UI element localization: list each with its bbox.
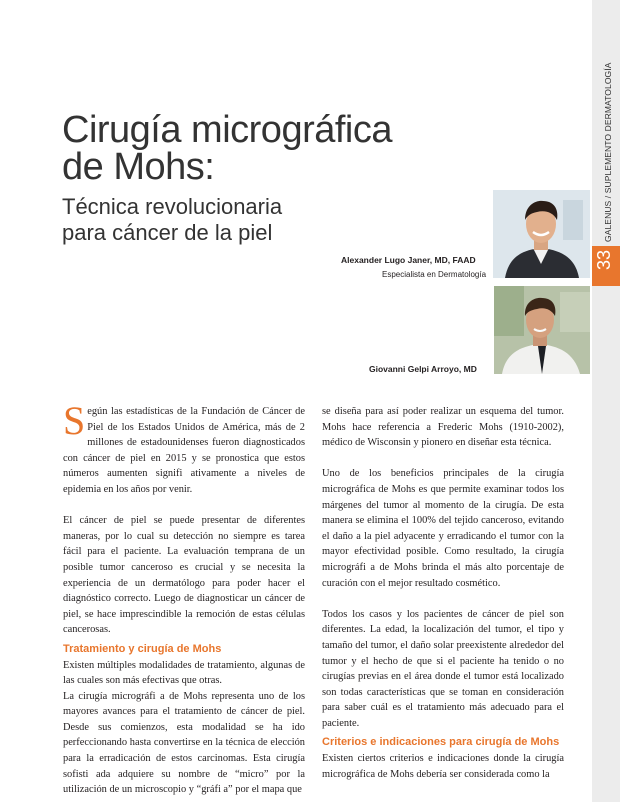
portrait-illustration-2	[494, 286, 590, 374]
page-number-box	[592, 246, 620, 286]
drop-cap: S	[63, 398, 86, 443]
subtitle-line-2: para cáncer de la piel	[62, 220, 273, 245]
author-2-name: Giovanni Gelpi Arroyo, MD	[369, 364, 477, 374]
author-photo-2	[494, 286, 590, 374]
body-column-right	[322, 404, 564, 782]
paragraph-4: La cirugía micrográfi a de Mohs representa uno de los mayores avances para el tratamiento de cáncer de piel. Desde sus comienzos, esta modalidad se ha ido perfeccionando hasta convertirse en la técnica de elección para la erradicación de estos carcinomas. Esta cirugía sofisti ada adquiere su nombre de “micro” por la utilización de un microscopio y “gráfi a” por el mapa que	[63, 690, 305, 796]
paragraph-7: Todos los casos y los pacientes de cáncer de piel son diferentes. La edad, la localización del tumor, el tipo y tamaño del tumor, el daño solar preexistente alrededor del tumor y el hecho de que si el paciente ha tenido o no cirugías previas en el área donde el tumor está localizado son todas características que se toman en consideración para saber cuál es el tratamiento más adecuado para el paciente.	[322, 608, 564, 729]
paragraph-1	[63, 398, 305, 498]
subtitle-line-1: Técnica revolucionaria	[62, 194, 283, 219]
title-line-1: Cirugía micrográfica	[62, 109, 392, 151]
article-subtitle	[62, 194, 282, 246]
author-photo-1	[493, 190, 590, 278]
section-heading-criteria: Criterios e indicaciones para cirugía de Mohs	[322, 736, 560, 749]
body-column-left	[63, 398, 305, 798]
article-title	[62, 109, 392, 188]
portrait-illustration-1	[493, 190, 590, 278]
author-1-role: Especialista en Dermatología	[382, 270, 487, 279]
paragraph-6: Uno de los beneficios principales de la cirugía micrográfica de Mohs es que permite examinar todos los márgenes del tumor al momento de la cirugía. De esta manera se elimina el 100% del tejido canceroso, evitando el daño a la piel adyacente y erradicando el tumor con la mayor efectividad posible. Como resultado, la cirugía micrográfi a de Mohs brinda el más alto porcentaje de curación con el mejor resultado cosmético.	[322, 468, 564, 589]
author-1-name: Alexander Lugo Janer, MD, FAAD	[341, 255, 476, 265]
title-line-2: de Mohs:	[62, 146, 215, 188]
paragraph-3: Existen múltiples modalidades de tratamiento, algunas de las cuales son más efectivas que otras.	[63, 659, 305, 687]
section-heading-treatment: Tratamiento y cirugía de Mohs	[63, 642, 222, 655]
section-label-text: GALENUS / SUPLEMENTO DERMATOLOGÍA	[603, 62, 613, 242]
paragraph-1-text: egún las estadísticas de la Fundación de Cáncer de Piel de los Estados Unidos de América, más de 2 millones de estadounidenses fueron diagnosticados con cáncer de piel en 2015 y se pronostica que estos números aumenten signifi ativamente a niveles de epidemia en los años por venir.	[63, 406, 305, 495]
paragraph-5: se diseña para así poder realizar un esquema del tumor. Mohs hace referencia a Frederic Mohs (1910-2002), médico de Wisconsin y pionero en diseñar esta técnica.	[322, 406, 564, 449]
page-number: 33	[594, 249, 614, 270]
paragraph-8: Existen ciertos criterios e indicaciones donde la cirugía micrográfica de Mohs debería ser considerada como la	[322, 753, 564, 780]
paragraph-2: El cáncer de piel se puede presentar de diferentes maneras, por lo cual su detección no siempre es tarea fácil para el paciente. La evaluación temprana de un posible tumor canceroso es crucial y se necesita la experiencia de un dermatólogo para poder hacer el diagnóstico correcto. Luego de diagnosticar un cáncer de piel, se hace imprescindible la remoción de estas células cancerosas.	[63, 515, 305, 636]
